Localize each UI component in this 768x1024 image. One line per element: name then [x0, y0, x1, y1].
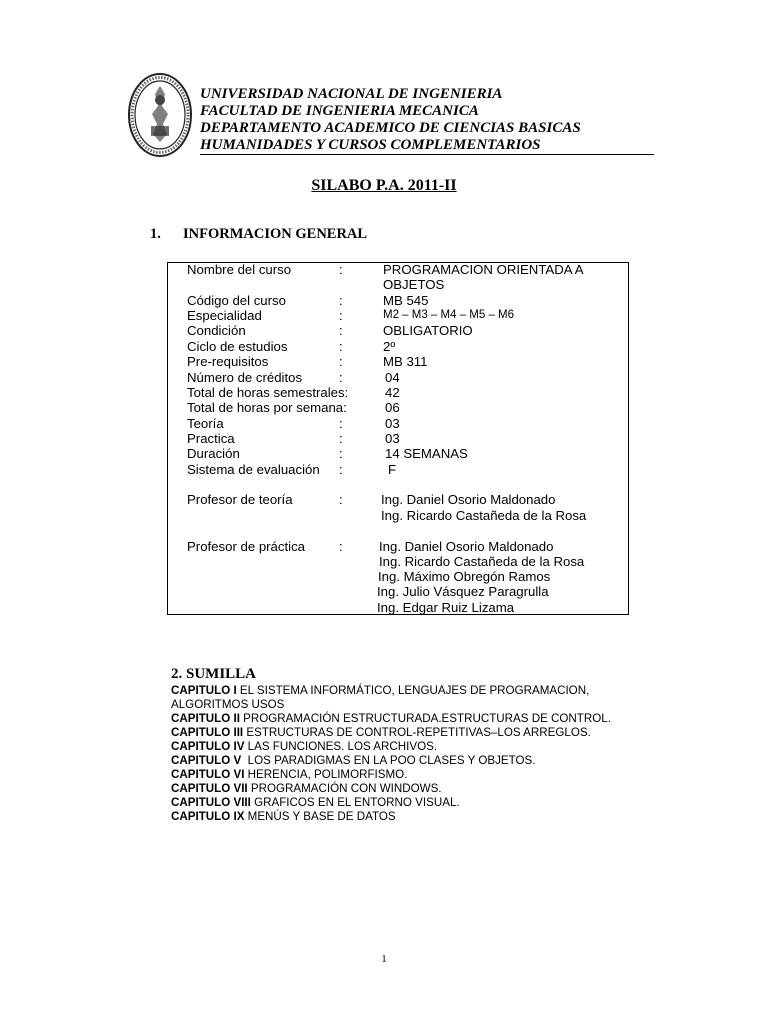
info-colon: : [339, 462, 343, 477]
info-label: Condición [187, 323, 246, 338]
info-colon: : [339, 293, 343, 308]
chapter-title: HERENCIA, POLIMORFISMO. [244, 768, 408, 781]
chapter-label: CAPITULO VI [171, 768, 245, 781]
sumilla-chapter-line [171, 754, 535, 767]
chapter-title: PROGRAMACIÓN CON WINDOWS. [247, 782, 442, 795]
info-label: Total de horas semestrales: [187, 385, 349, 400]
info-label: Practica [187, 431, 235, 446]
practice-professor-4: Ing. Julio Vásquez Paragrulla [377, 584, 549, 599]
theory-professor-colon: : [339, 492, 343, 507]
section-1-heading: INFORMACION GENERAL [183, 226, 368, 242]
sumilla-chapter-line [171, 698, 284, 711]
info-value: PROGRAMACION ORIENTADA A [383, 262, 584, 277]
sumilla-chapter-line [171, 768, 407, 781]
header-faculty: FACULTAD DE INGENIERIA MECANICA [200, 103, 479, 119]
practice-professor-3: Ing. Máximo Obregón Ramos [378, 569, 551, 584]
chapter-title: PROGRAMACIÓN ESTRUCTURADA.ESTRUCTURAS DE CONTROL. [239, 712, 611, 725]
info-colon: : [339, 431, 343, 446]
chapter-title: LAS FUNCIONES. LOS ARCHIVOS. [244, 740, 438, 753]
sumilla-chapter-line [171, 712, 611, 725]
info-value: 14 SEMANAS [385, 446, 468, 461]
chapter-title: MENÚS Y BASE DE DATOS [244, 810, 396, 823]
chapter-label: CAPITULO III [171, 726, 244, 739]
info-label: Nombre del curso [187, 262, 292, 277]
info-value: 42 [385, 385, 400, 400]
practice-professor-2: Ing. Ricardo Castañeda de la Rosa [379, 554, 585, 569]
info-value: 06 [385, 400, 400, 415]
info-value: OBLIGATORIO [383, 323, 473, 338]
info-label: Total de horas por semana: [187, 400, 347, 415]
header-humanities: HUMANIDADES Y CURSOS COMPLEMENTARIOS [200, 137, 541, 153]
info-label: Pre-requisitos [187, 354, 269, 369]
header-university: UNIVERSIDAD NACIONAL DE INGENIERIA [200, 86, 503, 102]
practice-professor-1: Ing. Daniel Osorio Maldonado [379, 539, 554, 554]
sumilla-chapter-line [171, 726, 591, 739]
info-colon: : [339, 262, 343, 277]
info-value: MB 311 [383, 354, 428, 369]
theory-professor-2: Ing. Ricardo Castañeda de la Rosa [381, 508, 587, 523]
sumilla-chapter-line [171, 810, 396, 823]
info-colon: : [339, 323, 343, 338]
header-divider [200, 154, 654, 155]
sumilla-chapter-line [171, 782, 442, 795]
theory-professor-1: Ing. Daniel Osorio Maldonado [381, 492, 556, 507]
chapter-label: CAPITULO V [171, 754, 242, 767]
sumilla-chapter-line [171, 740, 437, 753]
theory-professor-label: Profesor de teoría [187, 492, 293, 507]
info-colon: : [339, 339, 343, 354]
info-colon: : [339, 354, 343, 369]
info-value: OBJETOS [383, 277, 445, 292]
page-number: 1 [381, 953, 387, 965]
info-label: Ciclo de estudios [187, 339, 288, 354]
info-label: Número de créditos [187, 370, 303, 385]
info-value: 03 [385, 431, 400, 446]
chapter-label: CAPITULO IV [171, 740, 245, 753]
chapter-title: GRAFICOS EN EL ENTORNO VISUAL. [250, 796, 460, 809]
info-value: 2º [383, 339, 396, 354]
info-value: F [388, 462, 397, 477]
info-colon: : [339, 308, 343, 323]
chapter-title: LOS PARADIGMAS EN LA POO CLASES Y OBJETOS. [241, 754, 536, 767]
info-label: Duración [187, 446, 240, 461]
chapter-title: ESTRUCTURAS DE CONTROL-REPETITIVAS–LOS ARREGLOS. [243, 726, 591, 739]
chapter-title: EL SISTEMA INFORMÁTICO, LENGUAJES DE PROGRAMACION, [236, 684, 590, 697]
section-1-number: 1. [150, 226, 161, 242]
info-value: 04 [385, 370, 400, 385]
info-label: Sistema de evaluación [187, 462, 320, 477]
info-value: MB 545 [383, 293, 429, 308]
practice-professor-label: Profesor de práctica [187, 539, 306, 554]
sumilla-chapter-line [171, 796, 460, 809]
info-label: Código del curso [187, 293, 286, 308]
section-2-heading: 2. SUMILLA [171, 666, 257, 682]
chapter-label: CAPITULO II [171, 712, 240, 725]
chapter-title: ALGORITMOS USOS [171, 698, 285, 711]
header-department: DEPARTAMENTO ACADEMICO DE CIENCIAS BASICAS [200, 120, 581, 136]
chapter-label: CAPITULO I [171, 684, 237, 697]
info-label: Especialidad [187, 308, 262, 323]
info-colon: : [339, 370, 343, 385]
university-seal-icon [127, 72, 193, 158]
info-label: Teoría [187, 416, 224, 431]
chapter-label: CAPITULO VII [171, 782, 248, 795]
info-colon: : [339, 446, 343, 461]
chapter-label: CAPITULO IX [171, 810, 245, 823]
chapter-label: CAPITULO VIII [171, 796, 251, 809]
document-title: SILABO P.A. 2011-II [311, 177, 457, 194]
info-colon: : [339, 416, 343, 431]
practice-professor-5: Ing. Edgar Ruiz Lizama [377, 600, 515, 615]
info-value: 03 [385, 416, 400, 431]
info-value: M2 – M3 – M4 – M5 – M6 [383, 309, 515, 321]
sumilla-chapter-line [171, 684, 589, 697]
practice-professor-colon: : [339, 539, 343, 554]
